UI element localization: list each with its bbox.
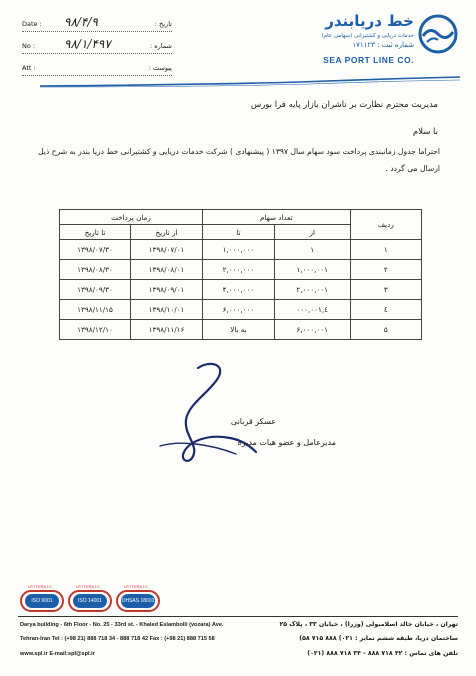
footer-address-en: Darya building - 6th Floor - No. 25 - 33rd st. - Khaled Eslambolli (vozara) Ave. — [20, 622, 224, 628]
table-row — [60, 240, 422, 260]
cert-label: ISO 14001 — [73, 594, 107, 608]
cell-row-number: ۳ — [350, 280, 421, 300]
cell-row-number: ۲ — [350, 260, 421, 280]
cell-from-date: ۱۳۹۸/۰۷/۰۱ — [131, 240, 203, 260]
header-time-group: زمان پرداخت — [60, 210, 203, 225]
attachment-label-fa: پیوست : — [148, 64, 172, 72]
brand-subtitle: خدمات دریایی و کشتیرانی (سهامی عام) — [321, 33, 414, 39]
emblem-icon — [418, 14, 458, 54]
cert-label: ISO 9001 — [25, 594, 59, 608]
header-shares-group: تعداد سهام — [203, 210, 351, 225]
cell-from-date: ۱۳۹۸/۱۰/۰۱ — [131, 300, 203, 320]
cell-from-date: ۱۳۹۸/۰۸/۰۱ — [131, 260, 203, 280]
cert-badge-iso9001 — [20, 584, 64, 612]
footer-phone-fa: تلفن های تماس : ۴۲ ۷۱۸ ۸۸۸ - ۳۴ ۷۱۸ ۸۸۸ (۰۲۱) — [307, 650, 458, 657]
cell-shares-to: ۲,۰۰۰,۰۰۰ — [203, 260, 275, 280]
header-wave-divider — [40, 76, 460, 88]
cert-badge-ohsas18001 — [116, 584, 160, 612]
cell-shares-from: ۶,۰۰۰,۰۰۱ — [274, 320, 350, 340]
header-to-date: تا تاریخ — [60, 225, 131, 240]
date-label-en: Date : — [22, 20, 42, 28]
header-shares-to: تا — [203, 225, 275, 240]
cell-to-date: ۱۳۹۸/۱۲/۱۰ — [60, 320, 131, 340]
cert-issuer: LETTERA I.C. — [28, 584, 54, 589]
number-row — [22, 32, 172, 54]
signer-name: عسکر قربانی — [230, 417, 276, 426]
company-logo — [310, 12, 458, 72]
attachment-row — [22, 54, 172, 76]
cell-to-date: ۱۳۹۸/۰۷/۳۰ — [60, 240, 131, 260]
cell-row-number: ۱ — [350, 240, 421, 260]
cell-shares-to: ۶,۰۰۰,۰۰۰ — [203, 300, 275, 320]
cell-shares-to: به بالا — [203, 320, 275, 340]
cell-shares-from: ۱,۰۰۰,۰۰۱ — [274, 260, 350, 280]
header-shares-from: از — [274, 225, 350, 240]
number-value: ۹۸/۱/۴۹۷ — [64, 37, 111, 51]
brand-name-en: SEA PORT LINE CO. — [323, 55, 414, 65]
cell-to-date: ۱۳۹۸/۱۱/۱۵ — [60, 300, 131, 320]
footer-fax-fa: ساختمان دریا، طبقه ششم نمابر : ۰۲۱) ۸۸۸ ۷۱۵ ۵۸) — [299, 635, 458, 642]
signer-title: مدیرعامل و عضو هیات مدیره — [237, 438, 336, 447]
body-paragraph: احتراما جدول زمانبندی پرداخت سود سهام سال ۱۳۹۷ ( پیشنهادی ) شرکت خدمات دریایی و کشتیرانی خط دریا بندر به شرح ذیل ارسال می گردد . — [37, 147, 440, 173]
greeting: با سلام — [412, 127, 438, 137]
cell-from-date: ۱۳۹۸/۰۹/۰۱ — [131, 280, 203, 300]
cell-row-number: ٤ — [350, 300, 421, 320]
cert-badge-iso14001 — [68, 584, 112, 612]
cert-label: OHSAS 18001 — [121, 594, 155, 608]
cell-shares-from: ٤,۰۰۰,۰۰۱ — [274, 300, 350, 320]
number-label-en: No : — [22, 42, 36, 50]
header-from-date: از تاریخ — [131, 225, 203, 240]
footer-divider — [18, 616, 458, 617]
table-row — [60, 260, 422, 280]
handwritten-signature — [140, 360, 260, 470]
table-row — [60, 320, 422, 340]
cell-shares-from: ۱ — [274, 240, 350, 260]
date-row — [22, 10, 172, 32]
cell-shares-from: ۲,۰۰۰,۰۰۱ — [274, 280, 350, 300]
cell-to-date: ۱۳۹۸/۰۹/۳۰ — [60, 280, 131, 300]
table-header-row — [60, 210, 422, 225]
registration-number: شماره ثبت : ۱۷۱۱۲۳ — [352, 41, 414, 49]
date-value: ۹۸/۴/۹ — [64, 15, 98, 29]
cell-row-number: ۵ — [350, 320, 421, 340]
letter-meta — [22, 10, 172, 76]
cell-from-date: ۱۳۹۸/۱۱/۱۶ — [131, 320, 203, 340]
date-label-fa: تاریخ : — [154, 20, 172, 28]
brand-name-fa: خط دریابندر — [325, 12, 414, 30]
footer-web-email: www.spl.ir E-mail:spl@spl.ir — [20, 651, 95, 657]
number-label-fa: شماره : — [150, 42, 172, 50]
cert-issuer: LETTERA I.C. — [76, 584, 102, 589]
cell-to-date: ۱۳۹۸/۰۸/۳۰ — [60, 260, 131, 280]
table-row — [60, 300, 422, 320]
cell-shares-to: ۱,۰۰۰,۰۰۰ — [203, 240, 275, 260]
footer-phone-en: Tehran-Iran Tel : (+98 21) 888 718 34 - 888 718 42 Fax : (+98 21) 888 715 58 — [20, 636, 215, 642]
payment-schedule-table — [59, 209, 422, 340]
addressee: مدیریت محترم نظارت بر ناشران بازار پایه فرا بورس — [250, 100, 438, 110]
table-row — [60, 280, 422, 300]
cell-shares-to: ۴,۰۰۰,۰۰۰ — [203, 280, 275, 300]
header-row-number: ردیف — [350, 210, 421, 240]
footer-address-fa: تهران ، خیابان خالد اسلامبولی (وزرا) ، خیابان ۳۳ ، پلاک ۲۵ — [279, 621, 458, 628]
cert-issuer: LETTERA I.C. — [124, 584, 150, 589]
attachment-label-en: Att : — [22, 64, 36, 72]
